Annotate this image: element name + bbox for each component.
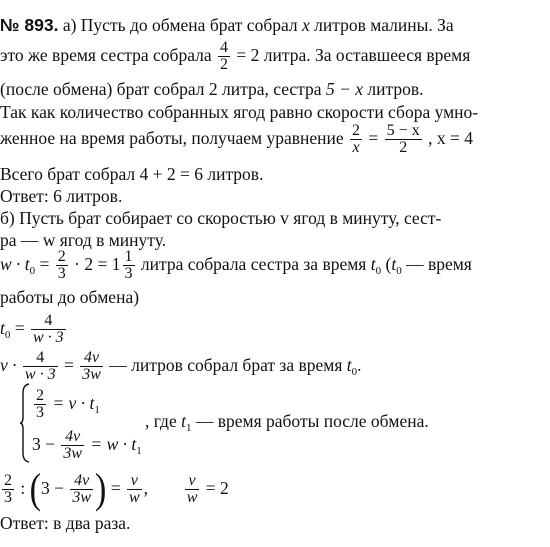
var-t: t — [346, 355, 352, 375]
numerator: 1 — [124, 248, 133, 266]
subscript: 1 — [136, 445, 142, 457]
text: Всего брат собрал 4 + 2 = 6 литров. — [0, 164, 264, 184]
text: · 2 = 1 — [74, 254, 121, 274]
var-t: t — [0, 318, 5, 338]
fraction — [185, 473, 200, 506]
problem-line-1 — [0, 14, 540, 36]
problem-line-13 — [0, 347, 540, 390]
fraction — [34, 388, 46, 421]
text: = — [39, 254, 50, 274]
fraction — [23, 350, 58, 383]
denominator: w · 3 — [24, 366, 56, 384]
denominator: w · 3 — [33, 329, 64, 347]
text: , — [143, 478, 148, 498]
text: — время работы после обмена. — [195, 411, 429, 431]
denominator: w — [128, 489, 140, 507]
text: (после обмена) брат собрал 2 литра, сестра — [0, 79, 322, 99]
part-a-label: а) — [62, 15, 77, 35]
var-t: t — [181, 411, 186, 431]
text: литров малины. За — [314, 15, 454, 35]
subscript: 0 — [396, 265, 402, 277]
right-paren: ) — [95, 466, 107, 513]
text: 3 − — [40, 478, 64, 498]
numerator: 2 — [36, 387, 44, 405]
problem-number: № 893. — [0, 15, 59, 35]
text: 3 − — [32, 434, 55, 454]
text: женное на время работы, получаем уравнение — [0, 128, 344, 148]
text: v · — [0, 355, 17, 375]
fraction — [123, 249, 135, 282]
subscript: 0 — [4, 329, 11, 341]
denominator: 3w — [72, 489, 91, 507]
var-t: t — [391, 254, 397, 274]
text: литра собрала сестра за время — [140, 254, 367, 274]
text: = 2 — [236, 45, 260, 65]
fraction — [127, 473, 142, 506]
problem-line-8 — [0, 207, 540, 229]
problem-line-6 — [0, 163, 540, 185]
text: ра — w ягод в минуту. — [0, 230, 167, 250]
fraction — [56, 249, 68, 282]
text: = — [110, 478, 121, 498]
text: . — [357, 355, 362, 375]
numerator: v — [185, 473, 200, 490]
numerator: v — [127, 473, 142, 490]
denominator: w — [186, 489, 198, 507]
fraction — [80, 350, 103, 383]
numerator: 4v — [80, 350, 103, 367]
text: Пусть до обмена брат собрал — [80, 15, 298, 35]
text: литров. — [367, 79, 424, 99]
text: = w · t — [90, 434, 137, 454]
text: = 2 — [205, 478, 229, 498]
answer-a — [0, 185, 540, 207]
text: = — [368, 128, 379, 148]
numerator: 4 — [23, 350, 58, 367]
text: = — [14, 318, 25, 338]
text: = — [63, 355, 74, 375]
denominator: x — [352, 139, 360, 157]
fraction — [350, 123, 362, 156]
text: Ответ: 6 литров. — [0, 186, 123, 206]
subscript: 0 — [29, 265, 36, 277]
denominator: 3 — [124, 265, 133, 283]
subscript: 1 — [185, 422, 192, 434]
text: = v · t — [52, 393, 95, 413]
text: : — [20, 478, 26, 498]
text: ( — [385, 254, 392, 274]
fraction — [385, 123, 422, 156]
numerator: 4v — [70, 473, 93, 490]
denominator: 3w — [63, 445, 83, 463]
problem-line-3 — [0, 78, 540, 100]
text: б) Пусть брат собирает со скоростью v ягод в минуту, сест- — [0, 208, 442, 228]
text: это же время сестра собрала — [0, 45, 212, 65]
left-paren: ( — [29, 466, 41, 513]
numerator: 4v — [61, 429, 84, 446]
problem-line-2 — [0, 38, 540, 73]
denominator: 3w — [82, 366, 101, 384]
numerator: 2 — [352, 122, 361, 140]
fraction — [70, 473, 93, 506]
text: , x = 4 — [428, 128, 473, 148]
fraction — [31, 313, 66, 346]
subscript: 1 — [94, 404, 100, 416]
subscript: 0 — [375, 265, 382, 277]
text: , где — [145, 411, 177, 431]
subscript: 0 — [351, 366, 358, 378]
numerator: 4 — [31, 313, 66, 330]
text: Ответ: в два раза. — [0, 513, 131, 533]
denominator: 3 — [36, 404, 44, 422]
text: — время — [406, 254, 472, 274]
numerator: 2 — [57, 248, 66, 266]
denominator: 3 — [57, 265, 66, 283]
text: работы до обмена) — [0, 287, 140, 307]
text: w · t — [0, 254, 30, 274]
denominator: 3 — [4, 489, 12, 507]
fraction — [61, 429, 84, 462]
problem-line-11 — [0, 286, 540, 308]
text: литра. За оставшееся время — [263, 45, 471, 65]
fraction — [218, 40, 230, 73]
expression: 5 − x — [325, 79, 364, 99]
answer-b — [0, 512, 540, 534]
denominator: 2 — [399, 139, 408, 157]
system-brace — [20, 383, 30, 463]
denominator: 2 — [220, 56, 229, 74]
text: Так как количество собранных ягод равно скорости сбора умно- — [0, 102, 479, 122]
fraction — [2, 473, 14, 506]
problem-line-10 — [0, 246, 540, 289]
problem-line-5 — [0, 120, 540, 156]
text: — литров собрал брат за время — [109, 355, 343, 375]
var-t: t — [370, 254, 376, 274]
final-equation — [0, 466, 540, 513]
numerator: 5 − x — [386, 122, 420, 140]
numerator: 2 — [4, 472, 12, 490]
numerator: 4 — [220, 39, 229, 57]
var-x: x — [302, 15, 310, 35]
system-line-2 — [32, 426, 550, 469]
